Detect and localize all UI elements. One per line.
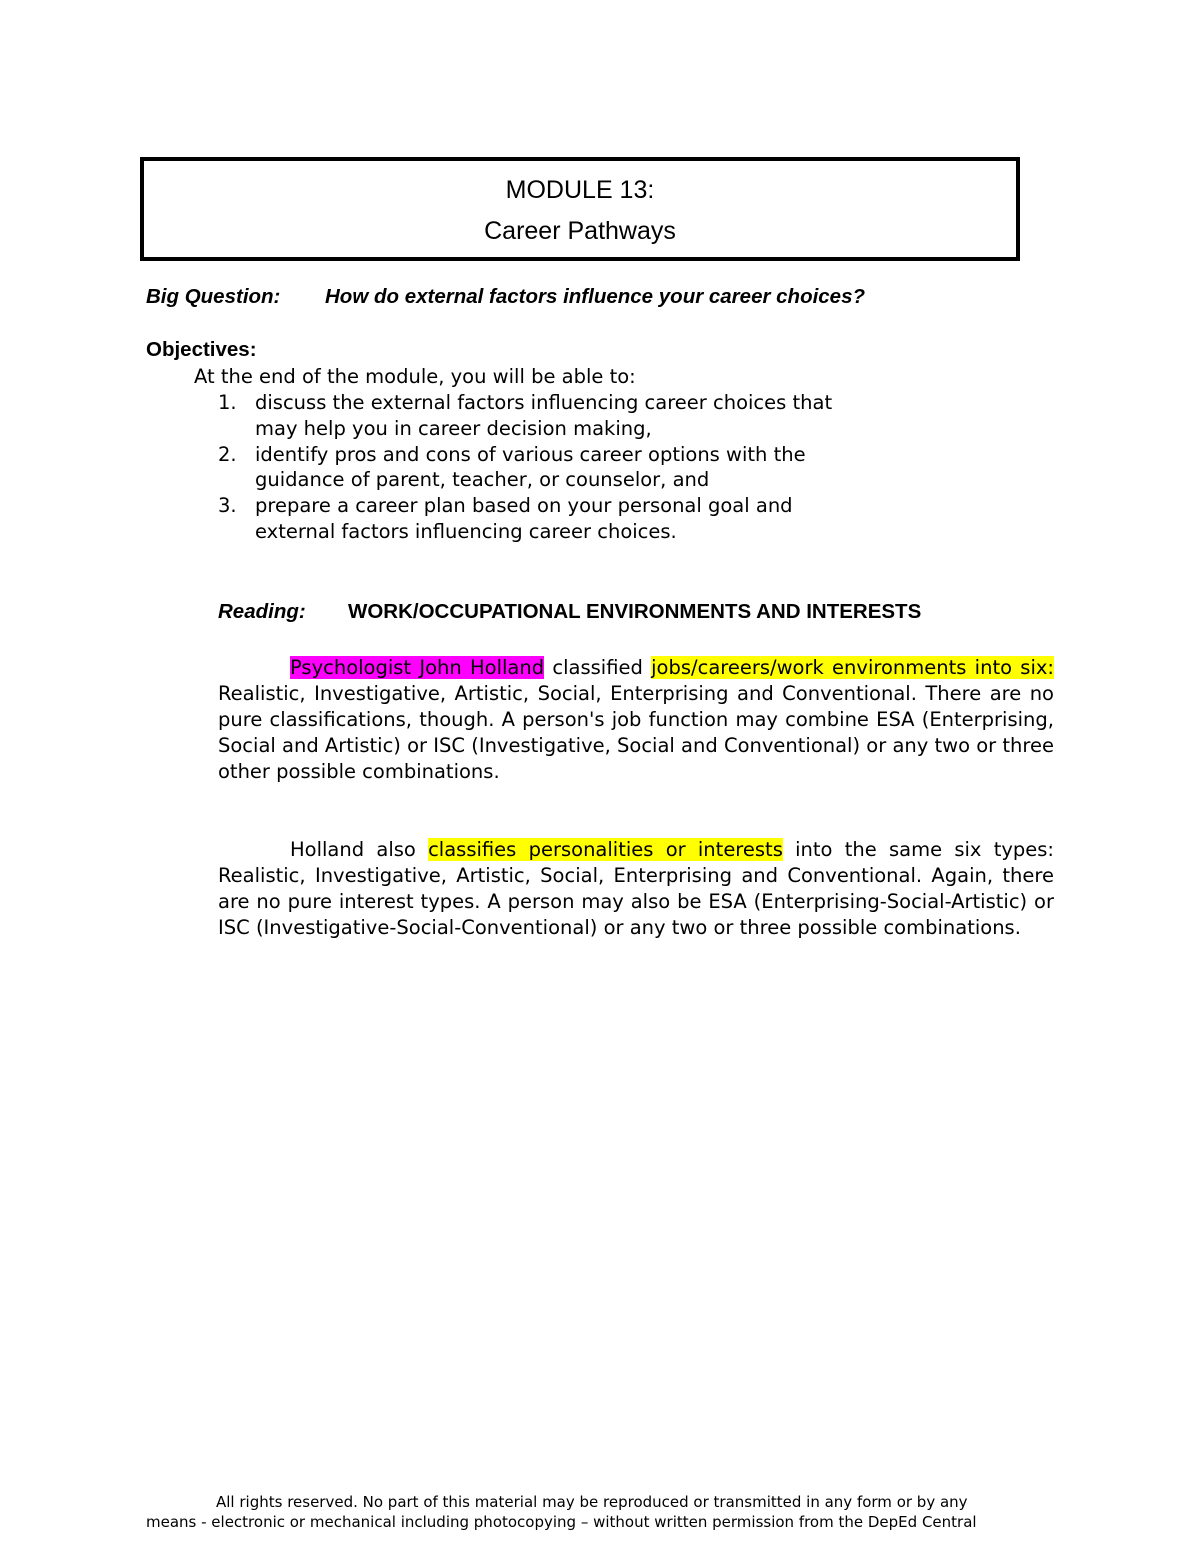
objective-number: 3.: [218, 494, 237, 517]
paragraph-text: Realistic, Investigative, Artistic, Social, Enterprising and Conventional. There are no pure classifications, though. A person's job function may combine ESA (Enterprising, Social and Artistic) or ISC (Investigative, Social and Conventional) or any two or three other possible combinations.: [218, 682, 1054, 783]
objectives-intro: At the end of the module, you will be able to:: [194, 365, 636, 388]
highlight-six-environments: jobs/careers/work environments into six:: [651, 656, 1054, 679]
footer-line-1: All rights reserved. No part of this material may be reproduced or transmitted in any form or by any: [216, 1493, 968, 1511]
footer-line-2: means - electronic or mechanical including photocopying – without written permission from the DepEd Central: [146, 1513, 977, 1531]
paragraph-text: into the same six types: Realistic, Investigative, Artistic, Social, Enterprising and Conventional. Again, there are no pure interest types. A person may also be ESA (Enterprising-Social-Artistic) or ISC (Investigative-Social-Conventional) or any two or three possible combinations.: [218, 838, 1054, 939]
objective-text: prepare a career plan based on your personal goal and: [255, 494, 793, 517]
objective-text-cont: may help you in career decision making,: [255, 417, 652, 440]
objective-number: 1.: [218, 391, 237, 414]
objectives-heading: Objectives:: [146, 338, 257, 361]
big-question-label: Big Question:: [146, 285, 281, 308]
module-number: MODULE 13:: [505, 176, 655, 204]
big-question-text: How do external factors influence your career choices?: [325, 285, 866, 308]
big-question: [146, 284, 866, 310]
module-title: Career Pathways: [484, 217, 676, 245]
objective-item: [218, 390, 832, 416]
objective-text-cont: guidance of parent, teacher, or counselor, and: [255, 468, 710, 491]
reading-label: Reading:: [218, 600, 306, 623]
paragraph-text: classified: [544, 656, 652, 679]
reading-heading: [218, 599, 922, 625]
paragraph-holland-environments: [218, 655, 1054, 785]
module-title-box: [140, 157, 1020, 261]
paragraph-text: Holland also: [290, 838, 429, 861]
objective-item: [218, 493, 793, 519]
objective-text: discuss the external factors influencing career choices that: [255, 391, 833, 414]
highlight-psychologist: Psychologist John Holland: [290, 656, 545, 679]
objective-item: [218, 442, 806, 468]
reading-title: WORK/OCCUPATIONAL ENVIRONMENTS AND INTERESTS: [348, 600, 922, 623]
objective-number: 2.: [218, 443, 237, 466]
highlight-personalities: classifies personalities or interests: [428, 838, 783, 861]
paragraph-holland-interests: [218, 837, 1054, 941]
objective-text-cont: external factors influencing career choices.: [255, 520, 677, 543]
objective-text: identify pros and cons of various career options with the: [255, 443, 806, 466]
